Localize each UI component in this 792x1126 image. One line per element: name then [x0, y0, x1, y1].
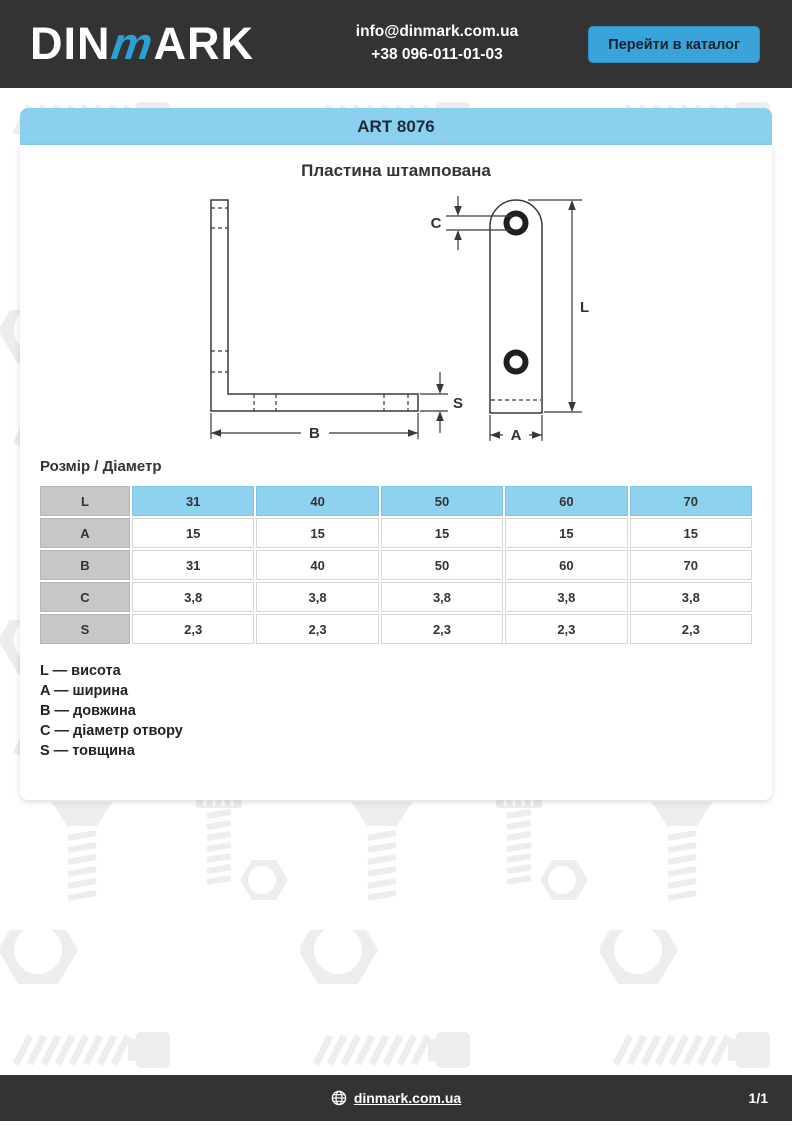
dimension-legend	[40, 661, 754, 761]
logo-text-m: m	[107, 18, 157, 69]
header-value-cell: 31	[132, 486, 254, 516]
dinmark-logo	[30, 14, 254, 74]
table-row	[40, 550, 752, 580]
value-cell: 15	[630, 518, 752, 548]
article-code: ART 8076	[357, 116, 435, 136]
row-label-cell: L	[40, 486, 130, 516]
value-cell: 60	[505, 550, 627, 580]
value-cell: 3,8	[132, 582, 254, 612]
header-value-cell: 60	[505, 486, 627, 516]
footer-bar	[0, 1075, 792, 1121]
dim-label-b: B	[309, 425, 320, 442]
table-row	[40, 518, 752, 548]
go-to-catalog-button[interactable]: Перейти в каталог	[588, 26, 760, 63]
value-cell: 2,3	[630, 614, 752, 644]
table-header-row	[40, 486, 752, 516]
top-header-bar	[0, 0, 792, 88]
dim-label-c: C	[430, 215, 442, 232]
logo-text-din: DIN	[30, 18, 111, 69]
value-cell: 2,3	[381, 614, 503, 644]
contact-phone: +38 096-011-01-03	[371, 46, 503, 63]
footer-site-text: dinmark.com.ua	[353, 1090, 462, 1106]
legend-item-c: C — діаметр отвору	[40, 723, 183, 739]
table-row	[40, 614, 752, 644]
value-cell: 2,3	[132, 614, 254, 644]
value-cell: 15	[505, 518, 627, 548]
value-cell: 31	[132, 550, 254, 580]
product-title: Пластина штампована	[301, 161, 491, 180]
globe-icon	[331, 1090, 347, 1106]
value-cell: 2,3	[505, 614, 627, 644]
row-label-cell: C	[40, 582, 130, 612]
header-value-cell: 70	[630, 486, 752, 516]
logo-text-ark: ARK	[153, 18, 255, 69]
value-cell: 40	[256, 550, 378, 580]
contact-email: info@dinmark.com.ua	[355, 23, 519, 40]
table-row	[40, 582, 752, 612]
technical-drawing	[196, 187, 596, 452]
value-cell: 3,8	[381, 582, 503, 612]
contact-block	[352, 20, 522, 66]
value-cell: 15	[132, 518, 254, 548]
dim-label-l: L	[580, 299, 590, 316]
value-cell: 3,8	[505, 582, 627, 612]
product-card	[20, 145, 772, 800]
header-value-cell: 40	[256, 486, 378, 516]
value-cell: 3,8	[256, 582, 378, 612]
legend-item-s: S — товщина	[40, 743, 135, 759]
page-indicator: 1/1	[748, 1090, 768, 1106]
dim-label-s: S	[453, 395, 464, 412]
value-cell: 70	[630, 550, 752, 580]
row-label-cell: B	[40, 550, 130, 580]
value-cell: 15	[256, 518, 378, 548]
article-banner	[20, 108, 772, 145]
value-cell: 50	[381, 550, 503, 580]
legend-item-b: B — довжина	[40, 703, 136, 719]
row-label-cell: S	[40, 614, 130, 644]
size-table	[38, 484, 754, 646]
row-label-cell: A	[40, 518, 130, 548]
value-cell: 2,3	[256, 614, 378, 644]
legend-item-l: L — висота	[40, 663, 121, 679]
footer-site-link[interactable]	[331, 1090, 461, 1106]
value-cell: 15	[381, 518, 503, 548]
dim-label-a: A	[510, 427, 522, 444]
value-cell: 3,8	[630, 582, 752, 612]
table-caption: Розмір / Діаметр	[40, 458, 162, 475]
header-value-cell: 50	[381, 486, 503, 516]
legend-item-a: A — ширина	[40, 683, 129, 699]
